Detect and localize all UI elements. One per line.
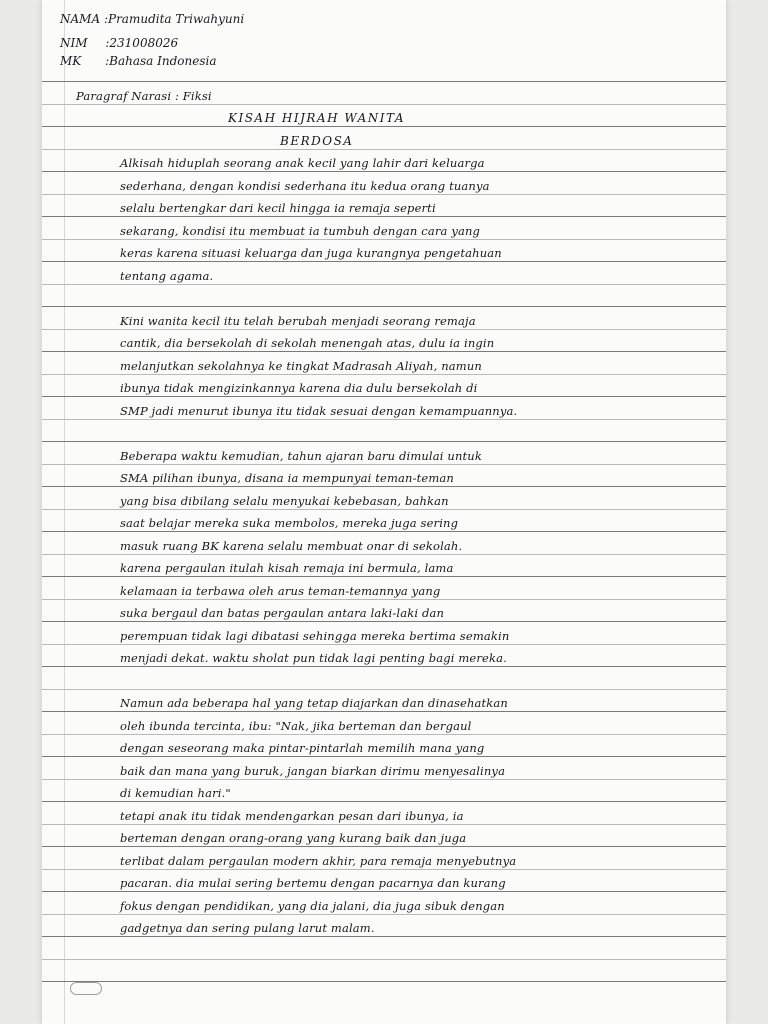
paragraph-line: melanjutkan sekolahnya ke tingkat Madrasah Aliyah, namun [120, 358, 482, 373]
ruled-line [42, 329, 726, 330]
ruled-line [42, 419, 726, 420]
ruled-line [42, 936, 726, 937]
paragraph-line: fokus dengan pendidikan, yang dia jalani, dia juga sibuk dengan [120, 898, 505, 913]
ruled-line [42, 81, 726, 82]
paragraph-line: saat belajar mereka suka membolos, mereka juga sering [120, 516, 459, 530]
paragraph-line: Kini wanita kecil itu telah berubah menjadi seorang remaja [120, 313, 476, 328]
ruled-line [42, 576, 726, 577]
paragraph-line: oleh ibunda tercinta, ibu: "Nak, jika berteman dan bergaul [120, 718, 472, 733]
ruled-line [42, 464, 726, 465]
story-title-line-2: BERDOSA [280, 133, 354, 148]
paragraph-line: di kemudian hari." [120, 786, 231, 800]
paragraph-line: menjadi dekat. waktu sholat pun tidak lagi penting bagi mereka. [120, 651, 507, 665]
ruled-line [42, 711, 726, 712]
ruled-line [42, 801, 726, 802]
paragraph-line: dengan seseorang maka pintar-pintarlah memilih mana yang [120, 741, 485, 755]
ruled-line [42, 306, 726, 307]
ruled-line [42, 644, 726, 645]
paragraph-line: SMP jadi menurut ibunya itu tidak sesuai dengan kemampuannya. [120, 403, 518, 418]
ruled-line [42, 509, 726, 510]
ruled-line [42, 824, 726, 825]
paragraph-line: kelamaan ia terbawa oleh arus teman-temannya yang [120, 583, 441, 598]
paragraph-line: terlibat dalam pergaulan modern akhir, para remaja menyebutnya [120, 853, 517, 868]
story-title-line-1: KISAH HIJRAH WANITA [228, 111, 406, 125]
ruled-line [42, 621, 726, 622]
page-number-mark [70, 982, 102, 995]
mk-value: :Bahasa Indonesia [105, 54, 217, 68]
ruled-line [42, 284, 726, 285]
nama-label: NAMA [60, 12, 101, 26]
ruled-line [42, 194, 726, 195]
ruled-line [42, 126, 726, 127]
paragraph-line: sederhana, dengan kondisi sederhana itu kedua orang tuanya [120, 178, 490, 193]
ruled-line [42, 531, 726, 532]
paragraph-line: yang bisa dibilang selalu menyukai kebebasan, bahkan [120, 493, 449, 508]
ruled-line [42, 104, 726, 105]
ruled-line [42, 734, 726, 735]
section-label: Paragraf Narasi : Fiksi [76, 88, 212, 103]
paragraph-line: keras karena situasi keluarga dan juga kurangnya pengetahuan [120, 246, 502, 260]
paragraph-line: tetapi anak itu tidak mendengarkan pesan dari ibunya, ia [120, 808, 464, 823]
header-mk [60, 54, 216, 68]
nama-value: :Pramudita Triwahyuni [103, 12, 245, 26]
ruled-line [42, 846, 726, 847]
paragraph-line: gadgetnya dan sering pulang larut malam. [120, 921, 375, 935]
nim-label: NIM [60, 36, 88, 50]
ruled-line [42, 554, 726, 555]
ruled-line [42, 396, 726, 397]
header-nim [60, 36, 178, 50]
paragraph-line: ibunya tidak mengizinkannya karena dia dulu bersekolah di [120, 381, 478, 395]
paragraph-line: suka bergaul dan batas pergaulan antara laki-laki dan [120, 606, 445, 620]
nim-value: :231008026 [105, 36, 179, 50]
ruled-line [42, 216, 726, 217]
ruled-line [42, 486, 726, 487]
notebook-page [42, 0, 726, 1024]
paragraph-line: Beberapa waktu kemudian, tahun ajaran baru dimulai untuk [120, 448, 482, 463]
ruled-line [42, 779, 726, 780]
ruled-line [42, 869, 726, 870]
paragraph-line: tentang agama. [120, 268, 214, 283]
ruled-line [42, 599, 726, 600]
ruled-line [42, 441, 726, 442]
paragraph-line: Alkisah hiduplah seorang anak kecil yang lahir dari keluarga [120, 156, 485, 170]
paragraph-line: karena pergaulan itulah kisah remaja ini bermula, lama [120, 561, 454, 575]
ruled-line [42, 374, 726, 375]
ruled-line [42, 351, 726, 352]
ruled-line [42, 959, 726, 960]
ruled-line [42, 689, 726, 690]
ruled-line [42, 261, 726, 262]
paragraph-line: Namun ada beberapa hal yang tetap diajarkan dan dinasehatkan [120, 696, 508, 710]
ruled-line [42, 666, 726, 667]
paragraph-line: perempuan tidak lagi dibatasi sehingga mereka bertima semakin [120, 628, 510, 643]
paragraph-line: masuk ruang BK karena selalu membuat onar di sekolah. [120, 538, 463, 553]
margin-line [64, 0, 65, 1024]
ruled-line [42, 756, 726, 757]
ruled-line [42, 149, 726, 150]
paragraph-line: sekarang, kondisi itu membuat ia tumbuh dengan cara yang [120, 223, 481, 238]
mk-label: MK [60, 54, 82, 68]
paragraph-line: baik dan mana yang buruk, jangan biarkan dirimu menyesalinya [120, 763, 506, 778]
paragraph-line: selalu bertengkar dari kecil hingga ia remaja seperti [120, 201, 436, 215]
ruled-line [42, 891, 726, 892]
paragraph-line: pacaran. dia mulai sering bertemu dengan pacarnya dan kurang [120, 876, 506, 890]
ruled-line [42, 171, 726, 172]
ruled-line [42, 914, 726, 915]
header-nama [60, 12, 244, 26]
ruled-line [42, 239, 726, 240]
ruled-line [42, 981, 726, 982]
paragraph-line: SMA pilihan ibunya, disana ia mempunyai teman-teman [120, 471, 454, 485]
paragraph-line: berteman dengan orang-orang yang kurang baik dan juga [120, 831, 467, 845]
paragraph-line: cantik, dia bersekolah di sekolah menengah atas, dulu ia ingin [120, 336, 495, 350]
